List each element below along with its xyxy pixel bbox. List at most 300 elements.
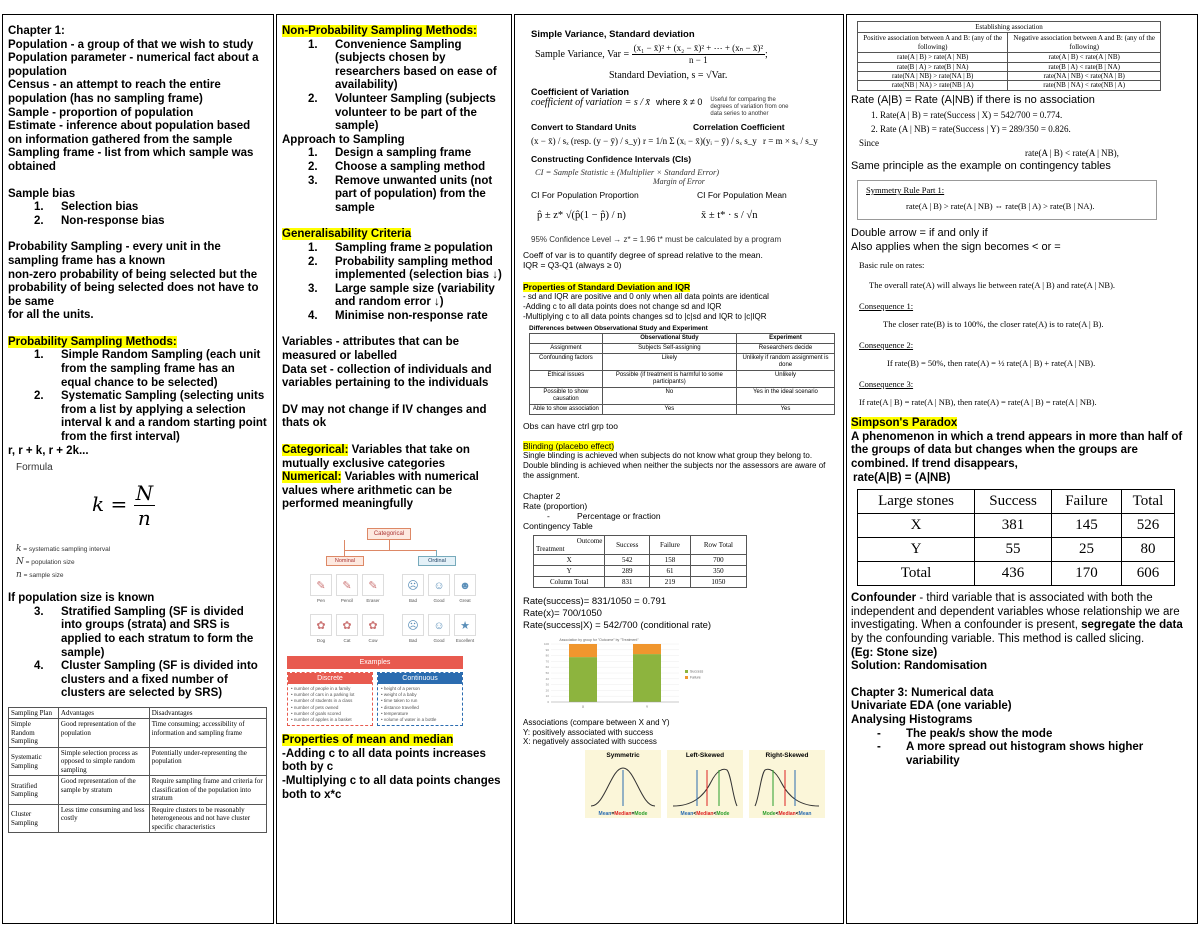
rate-line: Rate(success)= 831/1050 = 0.791	[523, 596, 667, 607]
nominal-icon-label: Eraser	[366, 598, 380, 603]
approach-item-number: 2.	[308, 160, 318, 173]
stones-cell: 526	[1121, 514, 1174, 538]
bias-item-text: Non-response bias	[61, 214, 165, 227]
y-tick-label: 50	[545, 671, 549, 675]
ct-cell: 158	[650, 555, 691, 566]
table-cell: Good representation of the sample by stratum	[58, 776, 149, 805]
systematic-sequence: r, r + k, r + 2k...	[8, 444, 89, 457]
cons2-title: Consequence 2:	[859, 340, 914, 351]
approach-item	[282, 175, 506, 216]
definition-line: Sampling frame - list from which sample was obtained	[8, 147, 254, 173]
probability-sampling-def	[8, 241, 267, 323]
cv-formula: coefficient of variation = s / x̄	[531, 97, 650, 108]
prob-method-text: Simple Random Sampling (each unit from the sampling frame has an equal chance to be selected)	[61, 349, 261, 389]
obs-cell: No	[602, 388, 736, 405]
definition-line: Population - a group of that we wish to study	[8, 38, 254, 51]
ct-cell: 61	[650, 566, 691, 577]
example-item: • volume of water in a bottle	[381, 717, 437, 723]
obs-header	[530, 334, 603, 344]
legend-desc: = population size	[23, 559, 75, 567]
double-arrow-2: Also applies when the sign becomes < or =	[851, 240, 1061, 253]
categorical-text: Variables that take on mutually exclusive categories	[282, 444, 470, 470]
table-cell: Potentially under-representing the population	[149, 747, 266, 776]
nonprob-item-number: 1.	[308, 38, 318, 51]
skew-caption	[667, 811, 743, 817]
approach-item-number: 3.	[308, 174, 318, 187]
discrete-box	[287, 672, 373, 726]
example-2: 2. Rate (A | NB) = rate(Success | Y) = 289/350 = 0.826.	[871, 124, 1071, 135]
sv-formula: Sample Variance, Var = $\frac{\text{(x₁ − x̄)² + (x₂ − x̄)² + ⋯ + (xₙ − x̄)²}}{n - 1}$ ;	[535, 43, 768, 65]
hist-list	[851, 728, 1193, 769]
approach-item-number: 1.	[308, 147, 318, 160]
bar-failure	[633, 644, 661, 654]
table-header: Disadvantages	[149, 707, 266, 719]
nominal-icon-label: Dog	[316, 638, 326, 643]
ordinal-icon-label: Good	[433, 598, 445, 603]
legend-swatch	[685, 670, 688, 673]
example-item: • distance travelled	[381, 704, 419, 710]
corr-title: Correlation Coefficient	[693, 122, 785, 132]
est-cell: rate(NB | NA) < rate(NB | A)	[1008, 81, 1161, 90]
obs-row	[530, 354, 835, 371]
formula-block	[8, 473, 267, 543]
gen-item-text: Large sample size (variability and random error ↓)	[335, 282, 495, 309]
skew-title: Left-Skewed	[685, 751, 725, 759]
est-cell: rate(B | A) < rate(B | NA)	[1008, 62, 1161, 71]
stones-cell: 436	[975, 562, 1052, 586]
stones-header-row	[858, 490, 1175, 514]
table-cell: Cluster Sampling	[9, 804, 59, 833]
prob-method	[8, 606, 267, 660]
est-cell: rate(NA | NB) > rate(NA | B)	[858, 72, 1008, 81]
y-tick-label: 90	[545, 647, 549, 652]
categorical-label: Categorical:	[282, 444, 349, 457]
stones-cell: Total	[858, 562, 975, 586]
formula-k: k = $\frac{N}{n}$	[92, 481, 154, 531]
simpson-eq: rate(A|B) = (A|NB)	[853, 471, 951, 484]
ch3-title: Chapter 3: Numerical data	[851, 686, 994, 699]
nonprob-item-number: 2.	[308, 92, 318, 105]
nominal-icon-label: Pencil	[340, 598, 354, 603]
ci-moe: Margin of Error	[653, 177, 705, 186]
discrete-title: Discrete	[288, 673, 372, 684]
prob-methods-list-2	[8, 606, 267, 701]
nonprob-item	[282, 39, 506, 93]
stones-cell: 606	[1121, 562, 1174, 586]
nominal-icon-label: Cat	[343, 638, 351, 643]
sample-bias-list	[8, 201, 267, 228]
stones-header: Total	[1121, 490, 1174, 514]
stones-cell: 170	[1052, 562, 1122, 586]
stones-cell: 55	[975, 538, 1052, 562]
variables-def: Variables - attributes that can be measured or labelled	[282, 336, 460, 363]
rate-label: Rate (proportion)	[523, 501, 588, 511]
gen-item-number: 1.	[308, 241, 318, 254]
bar-success	[569, 657, 597, 702]
gen-item	[282, 256, 506, 283]
sample-bias-title: Sample bias	[8, 187, 76, 200]
table-cell: Time consuming; accessibility of information and sampling frame	[149, 719, 266, 748]
skew-card	[585, 750, 661, 818]
skew-caption-word: Median	[778, 810, 796, 817]
props-line-2: -Multiplying c to all data points changes both to x*c	[282, 775, 501, 801]
ordinal-icon: ☹	[402, 614, 424, 636]
confounder-solution: Solution: Randomisation	[851, 660, 988, 673]
gen-item-text: Minimise non-response rate	[335, 309, 488, 322]
definition-line: Estimate - inference about population based on information gathered from the sample	[8, 120, 251, 146]
ordinal-icon-label: Great	[459, 598, 471, 603]
obs-cell: Confounding factors	[530, 354, 603, 371]
bias-item-number: 1.	[34, 201, 44, 214]
prob-method-text: Systematic Sampling (selecting units from a list by applying a selection interval k and a random starting point from the first interval)	[61, 390, 267, 444]
obs-cell: Yes in the ideal scenario	[736, 388, 834, 405]
formula-k-symbol: k	[92, 492, 105, 517]
stones-cell: 381	[975, 514, 1052, 538]
obs-row	[530, 388, 835, 405]
diagram-root: Categorical	[367, 528, 411, 540]
approach-item-text: Remove unwanted units (not part of population) from the sample	[335, 174, 493, 214]
prob-methods-title	[8, 336, 267, 350]
gen-list	[282, 242, 506, 324]
obs-header-row	[530, 334, 835, 344]
nominal-icon: ✿	[336, 614, 358, 636]
sd-formula: Standard Deviation, s = √Var.	[609, 70, 728, 81]
rate-item: - Percentage or fraction	[547, 511, 661, 521]
example-item: • number of apples in a basket	[291, 717, 352, 723]
confounder-block	[851, 592, 1193, 646]
gen-item-text: Probability sampling method implemented (selection bias ↓)	[335, 255, 502, 282]
table-header-row	[9, 707, 267, 719]
prob-methods-title-text: Probability Sampling Methods:	[8, 335, 177, 348]
ct-cell: 542	[605, 555, 650, 566]
table-cell: Require clusters to be reasonably heterogeneous and not have cluster specific characteristics	[149, 804, 266, 833]
y-tick-label: 20	[545, 688, 549, 693]
ci-level: 95% Confidence Level → z* = 1.96 t* must be calculated by a program	[531, 235, 782, 244]
ordinal-icon: ☺	[428, 574, 450, 596]
prob-method	[8, 390, 267, 444]
categorical-diagram	[282, 526, 506, 654]
est-cell: rate(A | B) > rate(A | NB)	[858, 53, 1008, 62]
numerical-label: Numerical:	[282, 471, 342, 484]
ct-cell: 350	[690, 566, 746, 577]
blind-line: Double blinding is achieved when neither the subjects nor the assessors are aware of the assignment.	[523, 461, 826, 480]
column-1	[2, 14, 274, 924]
y-tick-label: 100	[543, 642, 549, 646]
no-assoc: Rate (A|B) = Rate (A|NB) if there is no association	[851, 93, 1095, 106]
stones-cell: 25	[1052, 538, 1122, 562]
bar-success	[633, 654, 661, 702]
obs-cell: Yes	[736, 405, 834, 415]
stones-header: Failure	[1052, 490, 1122, 514]
y-tick-label: 80	[545, 653, 549, 658]
ct-header: Failure	[650, 536, 691, 555]
prob-method-text: Cluster Sampling (SF is divided into clusters and a fixed number of clusters are selected by SRS)	[61, 660, 258, 700]
since-label: Since	[859, 138, 879, 149]
skew-caption-word: Mean	[798, 810, 812, 817]
example-item: • number of pets owned	[291, 704, 339, 710]
legend-label: Failure	[690, 675, 701, 680]
ordinal-icon: ☹	[402, 574, 424, 596]
ci-mean-title: CI For Population Mean	[697, 190, 787, 200]
prob-def-line: Probability Sampling - every unit in the sampling frame has a known	[8, 241, 221, 267]
numerical-def	[282, 471, 506, 512]
sv-label: Sample Variance, Var =	[535, 48, 630, 60]
ordinal-icon: ☺	[428, 614, 450, 636]
assoc-line: Y: positively associated with success	[523, 727, 654, 737]
skew-caption-word: Mode	[634, 810, 648, 817]
cons1-title: Consequence 1:	[859, 301, 914, 312]
ordinal-icon-label: Good	[433, 638, 445, 643]
sampling-plan-table	[8, 707, 267, 834]
ct-cell: Y	[534, 566, 605, 577]
definition-line: Census - an attempt to reach the entire population (has no sampling frame)	[8, 79, 221, 105]
continuous-list	[378, 684, 462, 725]
cons1: The closer rate(B) is to 100%, the closer rate(A) is to rate(A | B).	[883, 319, 1104, 330]
discrete-list	[288, 684, 372, 725]
approach-item-text: Choose a sampling method	[335, 160, 486, 173]
cons3-title: Consequence 3:	[859, 379, 914, 390]
est-header: Negative association between A and B: (any of the following)	[1008, 33, 1161, 53]
skew-caption-word: Median	[696, 810, 714, 817]
est-row	[858, 53, 1161, 62]
nonprob-list	[282, 39, 506, 134]
legend-symbol: k	[16, 544, 22, 555]
ct-header-row	[534, 536, 747, 555]
table-header: Advantages	[58, 707, 149, 719]
est-row	[858, 62, 1161, 71]
formula-label: Formula	[16, 462, 53, 474]
sd-prop-line: - sd and IQR are positive and 0 only when all data points are identical	[523, 292, 769, 301]
stones-cell: X	[858, 514, 975, 538]
skew-title: Symmetric	[606, 751, 640, 759]
definition-line: Sample - proportion of population	[8, 106, 194, 119]
nominal-icon: ✎	[336, 574, 358, 596]
cv-note: Useful for comparing the degrees of variation from one data series to another	[710, 97, 789, 117]
confounder-bold: segregate the data	[1081, 619, 1183, 632]
continuous-title: Continuous	[378, 673, 462, 684]
prob-method-number: 2.	[34, 390, 44, 403]
example-item: • number of cars in a parking lot	[291, 692, 355, 698]
column-4	[846, 14, 1198, 924]
simpson-title-text: Simpson's Paradox	[851, 417, 958, 430]
est-cell: rate(NA | NB) < rate(NA | B)	[1008, 72, 1161, 81]
stones-header: Large stones	[858, 490, 975, 514]
legend-row	[16, 556, 267, 569]
stones-header: Success	[975, 490, 1052, 514]
est-title: Establishing association	[858, 22, 1161, 33]
ct-row	[534, 566, 747, 577]
gen-title-text: Generalisability Criteria	[282, 228, 412, 241]
basic-rule: The overall rate(A) will always lie between rate(A | B) and rate(A | NB).	[869, 280, 1116, 291]
chapter-1-title: Chapter 1:	[8, 25, 65, 37]
nominal-icon: ✎	[310, 574, 332, 596]
legend-row	[16, 543, 267, 556]
est-header: Positive association between A and B: (any of the following)	[858, 33, 1008, 53]
table-row	[9, 719, 267, 748]
formula-n: n	[137, 506, 151, 531]
obs-row	[530, 371, 835, 388]
prob-methods-list	[8, 349, 267, 444]
blind-line: Single blinding is achieved when subjects do not know what group they belong to.	[523, 451, 813, 460]
y-tick-label: 0	[547, 700, 549, 704]
ct-row	[534, 577, 747, 588]
legend-label: Success	[690, 669, 704, 674]
obs-cell: Possible to show causation	[530, 388, 603, 405]
gen-title	[282, 228, 506, 242]
table-row	[9, 804, 267, 833]
nonprob-item	[282, 93, 506, 134]
confounder-label: Confounder	[851, 592, 917, 605]
dataset-def: Data set - collection of individuals and variables pertaining to the individuals	[282, 363, 492, 390]
example-1: 1. Rate(A | B) = rate(Success | X) = 542/700 = 0.774.	[871, 110, 1063, 121]
rate-line: Rate(x)= 700/1050	[523, 608, 602, 619]
table-row	[9, 776, 267, 805]
nominal-icon: ✿	[310, 614, 332, 636]
obs-header: Observational Study	[602, 334, 736, 344]
nominal-icon-label: Cow	[368, 638, 378, 643]
sv-numerator: (x₁ − x̄)² + (x₂ − x̄)² + ⋯ + (xₙ − x̄)²	[633, 43, 764, 53]
prob-method-number: 1.	[34, 349, 44, 362]
skew-caption-word: Mean	[680, 810, 694, 817]
dv-note: DV may not change if IV changes and thats ok	[282, 403, 487, 430]
x-tick-label: Y	[645, 705, 649, 709]
est-row	[858, 81, 1161, 90]
ordinal-icon: ★	[454, 614, 476, 636]
stones-row	[858, 538, 1175, 562]
corr-formula: r = 1/n Σ (xᵢ − x̄)(yᵢ − ȳ) / sₓ s_y	[643, 136, 757, 146]
approach-item	[282, 147, 506, 161]
legend-desc: = systematic sampling interval	[21, 546, 111, 554]
obs-cell: Possible (if treatment is harmful to some participants)	[602, 371, 736, 388]
symmetry-rule-box	[857, 180, 1157, 220]
prob-method-text: Stratified Sampling (SF is divided into groups (strata) and SRS is applied to each stratum to form the sample)	[61, 605, 254, 659]
ci-formula: CI = Sample Statistic ± (Multiplier × Standard Error)	[535, 167, 720, 177]
sd-prop-line: -Multiplying c to all data points changes sd to |c|sd and IQR to |c|IQR	[523, 312, 767, 321]
ct-cell: 219	[650, 577, 691, 588]
y-tick-label: 10	[545, 694, 549, 699]
nominal-icon: ✿	[362, 614, 384, 636]
ct-cell: 700	[690, 555, 746, 566]
table-cell: Simple selection process as opposed to simple random sampling	[58, 747, 149, 776]
skew-caption-word: =	[611, 810, 615, 817]
props-title	[282, 734, 506, 748]
skew-charts	[585, 750, 837, 818]
examples-box	[287, 656, 463, 726]
table-cell: Systematic Sampling	[9, 747, 59, 776]
table-header: Sampling Plan	[9, 707, 59, 719]
ci-prop-formula: p̂ ± z* √(p̂(1 − p̂) / n)	[537, 210, 626, 221]
hist-item	[851, 728, 1193, 742]
prob-method	[8, 660, 267, 701]
approach-title: Approach to Sampling	[282, 133, 405, 146]
formula-legend	[16, 543, 267, 582]
column-3	[514, 14, 844, 924]
hist-item	[851, 741, 1193, 768]
prob-method	[8, 349, 267, 390]
rate-line: Rate(success|X) = 542/700 (conditional rate)	[523, 620, 712, 631]
skew-caption-word: <	[713, 810, 717, 817]
ct-header: Row Total	[690, 536, 746, 555]
assoc-list	[523, 718, 837, 747]
skew-curve-plot	[749, 758, 825, 808]
est-cell: rate(B | A) > rate(B | NA)	[858, 62, 1008, 71]
assoc-line: X: negatively associated with success	[523, 737, 657, 747]
obs-table-title: Differences between Observational Study and Experiment	[529, 325, 708, 332]
definitions	[8, 39, 267, 175]
blind-title	[523, 441, 837, 451]
skew-caption-word: Mode	[762, 810, 776, 817]
y-tick-label: 30	[545, 682, 549, 687]
establishing-association-table	[857, 21, 1161, 91]
obs-vs-exp-table	[529, 333, 835, 415]
obs-cell: Unlikely	[736, 371, 834, 388]
stones-row	[858, 562, 1175, 586]
table-cell: Require sampling frame and criteria for classification of the population into stratum	[149, 776, 266, 805]
obs-cell: Able to show association	[530, 405, 603, 415]
obs-cell: Ethical issues	[530, 371, 603, 388]
example-item: • number of goals scored	[291, 710, 341, 716]
est-header-row	[858, 33, 1161, 53]
association-bar-chart	[529, 636, 709, 714]
example-item: • number of people in a family	[291, 686, 351, 691]
legend-symbol: N	[16, 557, 24, 568]
ct-row	[534, 555, 747, 566]
nonprob-item-text: Convenience Sampling (subjects chosen by researchers based on ease of availability)	[335, 38, 497, 92]
sv-denominator: n − 1	[689, 55, 708, 65]
skew-caption	[585, 811, 661, 817]
prob-def-line: non-zero probability of being selected but the probability of being selected does not have to be same	[8, 268, 259, 308]
approach-item	[282, 161, 506, 175]
diagram-left: Nominal	[326, 556, 364, 566]
gen-item-number: 3.	[308, 282, 318, 295]
nonprob-item-text: Volunteer Sampling (subjects volunteer to be part of the sample)	[335, 92, 496, 133]
example-item: • number of students in a class	[291, 698, 353, 704]
nominal-icon: ✎	[362, 574, 384, 596]
skew-card	[749, 750, 825, 818]
obs-cell: Unlikely if random assignment is done	[736, 354, 834, 371]
column-2	[276, 14, 512, 924]
obs-cell: Assignment	[530, 344, 603, 354]
nominal-icon-label: Pen	[316, 598, 325, 603]
sd-props-title-text: Properties of Standard Deviation and IQR	[523, 282, 691, 292]
ct-cell: 289	[605, 566, 650, 577]
example-item: • weight of a baby	[381, 692, 417, 698]
skew-caption-word: <	[795, 810, 799, 817]
est-row	[858, 72, 1161, 81]
props-line-1: -Adding c to all data points increases both by c	[282, 747, 486, 774]
std-formula: (x − x̄) / sₓ (resp. (y − ȳ) / s_y)	[531, 136, 641, 146]
bias-item-text: Selection bias	[61, 201, 139, 214]
skew-caption-word: Mean	[598, 810, 612, 817]
stones-cell: 145	[1052, 514, 1122, 538]
distribution-curve	[673, 769, 737, 806]
x-tick-label: X	[581, 705, 585, 709]
since-formula: rate(A | B) < rate(A | NB),	[1025, 148, 1119, 159]
gen-item-text: Sampling frame ≥ population	[335, 241, 493, 254]
examples-title: Examples	[287, 656, 463, 669]
approach-item-text: Design a sampling frame	[335, 147, 472, 160]
est-cell: rate(A | B) < rate(A | NB)	[1008, 53, 1161, 62]
stones-cell: 80	[1121, 538, 1174, 562]
obs-cell: Yes	[602, 405, 736, 415]
cv-where: where x̄ ≠ 0	[655, 97, 703, 107]
legend-symbol: n	[16, 570, 22, 581]
hist-title: Analysing Histograms	[851, 713, 973, 726]
legend-swatch	[685, 676, 688, 679]
cv-title: Coefficient of Variation	[531, 87, 630, 97]
table-cell: Stratified Sampling	[9, 776, 59, 805]
blind-text	[523, 451, 837, 481]
